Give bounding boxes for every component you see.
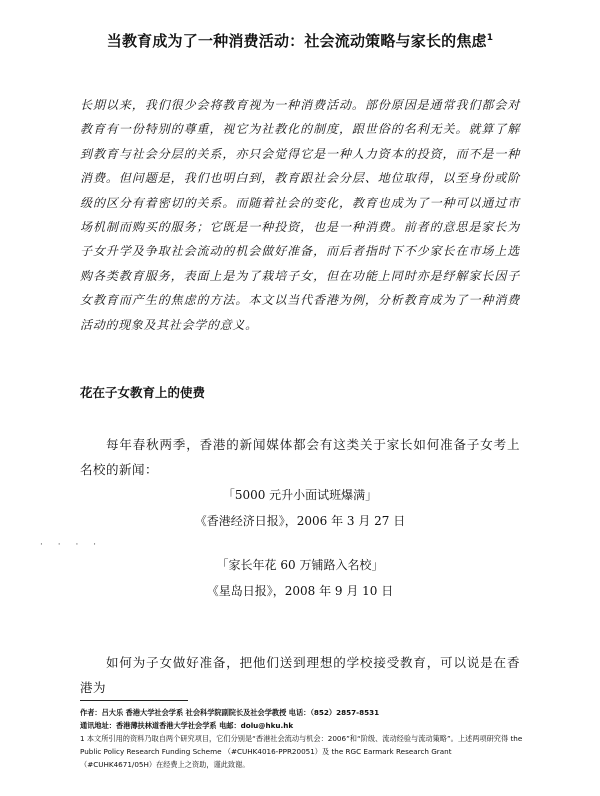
footnote-author: 作者：吕大乐 香港大学社会学系 社会科学院副院长及社会学教授 电话：（852）2857-8531 <box>80 708 380 717</box>
quote-1-source: 《香港经济日报》，2006 年 3 月 27 日 <box>194 514 406 528</box>
quote-1-headline: 「5000 元升小面试班爆满」 <box>222 488 378 502</box>
footnotes-block <box>80 706 525 771</box>
footnote-divider <box>80 700 188 701</box>
abstract-paragraph: 长期以来，我们很少会将教育视为一种消费活动。部份原因是通常我们都会对教育有一份特别的尊重，视它为社教化的制度，跟世俗的名利无关。就算了解到教育与社会分层的关系，亦只会觉得它是一种人力资本的投资，而不是一种消费。但问题是，我们也明白到，教育跟社会分层、地位取得，以至身份或阶级的区分有着密切的关系。而随着社会的变化，教育也成为了一种可以通过市场机制而购买的服务；它既是一种投资，也是一种消费。前者的意思是家长为子女升学及争取社会流动的机会做好准备，而后者指时下不少家长在市场上选购各类教育服务，表面上是为了栽培子女，但在功能上同时亦是纾解家长因子女教育而产生的焦虑的方法。本文以当代香港为例，分析教育成为了一种消费活动的现象及其社会学的意义。 <box>80 98 520 332</box>
footnote-contact: 通讯地址：香港薄扶林道香港大学社会学系 电邮：dolu@hku.hk <box>80 721 294 730</box>
quote-2-headline: 「家长年花 60 万铺路入名校」 <box>216 558 384 572</box>
body-paragraph-1: 每年春秋两季，香港的新闻媒体都会有这类关于家长如何准备子女考上名校的新闻： <box>80 437 520 477</box>
quote-2-source: 《星岛日报》，2008 年 9 月 10 日 <box>206 584 394 598</box>
paper-title <box>0 30 600 51</box>
footnote-1: 1 本文所引用的资料乃取自两个研究项目，它们分别是“香港社会流动与机会：2006”和“阶级、流动经验与流动策略”。上述两项研究得 the Public Policy Research Funding Scheme （#CUHK4016-PPR20051）及 the RGC Earmark Research Grant （#CUHK4671/05H）在经费上之资助，谨此致谢。 <box>80 734 523 769</box>
title-footnote-marker: 1 <box>486 33 494 43</box>
body-paragraph-2: 如何为子女做好准备，把他们送到理想的学校接受教育，可以说是在香港为 <box>80 655 520 695</box>
section-heading: 花在子女教育上的使费 <box>80 385 206 400</box>
margin-marks: · · · · <box>40 540 103 550</box>
paper-title-text: 当教育成为了一种消费活动：社会流动策略与家长的焦虑 <box>106 32 487 50</box>
